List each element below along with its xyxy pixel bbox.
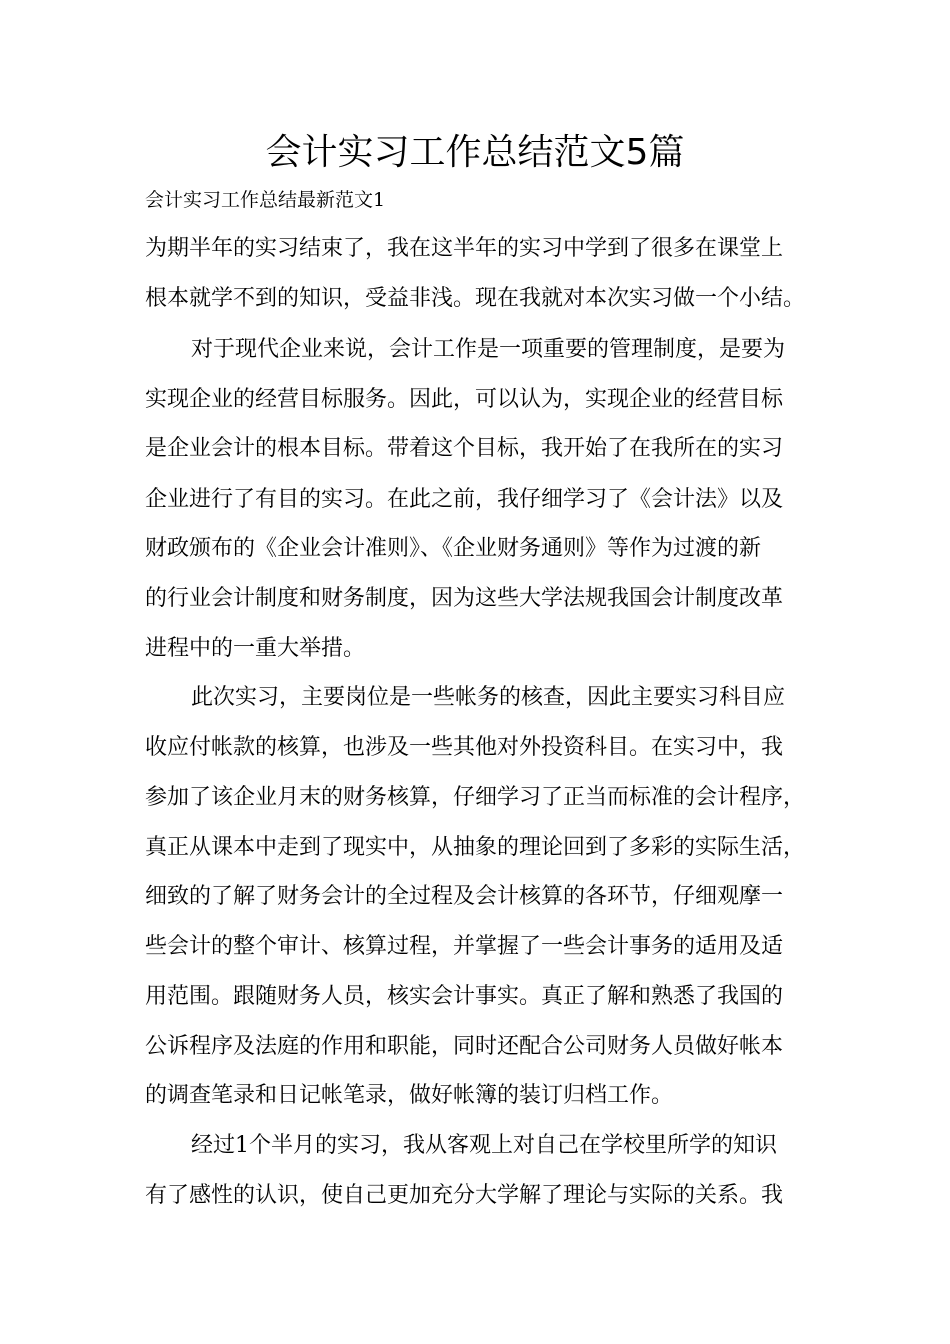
body-line: 的行业会计制度和财务制度，因为这些大学法规我国会计制度改革 xyxy=(145,586,784,611)
body-line: 对于现代企业来说，会计工作是一项重要的管理制度，是要为 xyxy=(191,337,786,362)
body-line: 进程中的一重大举措。 xyxy=(145,636,366,661)
body-line: 为期半年的实习结束了，我在这半年的实习中学到了很多在课堂上 xyxy=(145,236,784,261)
document-title: 会计实习工作总结范文5篇 xyxy=(265,132,685,173)
body-line: 收应付帐款的核算，也涉及一些其他对外投资科目。在实习中，我 xyxy=(145,735,784,760)
body-line: 些会计的整个审计、核算过程，并掌握了一些会计事务的适用及适 xyxy=(145,934,784,959)
body-line: 公诉程序及法庭的作用和职能，同时还配合公司财务人员做好帐本 xyxy=(145,1034,784,1059)
body-line: 参加了该企业月末的财务核算，仔细学习了正当而标准的会计程序， xyxy=(145,785,806,810)
body-line: 有了感性的认识，使自己更加充分大学解了理论与实际的关系。我 xyxy=(145,1183,784,1208)
body-line: 用范围。跟随财务人员，核实会计事实。真正了解和熟悉了我国的 xyxy=(145,984,784,1009)
body-line: 经过1个半月的实习，我从客观上对自己在学校里所学的知识 xyxy=(191,1133,777,1158)
body-line: 企业进行了有目的实习。在此之前，我仔细学习了《会计法》以及 xyxy=(145,487,784,512)
body-line: 此次实习，主要岗位是一些帐务的核查，因此主要实习科目应 xyxy=(191,685,786,710)
body-line: 细致的了解了财务会计的全过程及会计核算的各环节，仔细观摩一 xyxy=(145,884,784,909)
body-line: 是企业会计的根本目标。带着这个目标，我开始了在我所在的实习 xyxy=(145,436,784,461)
body-line: 财政颁布的《企业会计准则》、《企业财务通则》等作为过渡的新 xyxy=(145,536,762,561)
body-line: 实现企业的经营目标服务。因此，可以认为，实现企业的经营目标 xyxy=(145,387,784,412)
document-subtitle: 会计实习工作总结最新范文1 xyxy=(145,189,386,211)
body-line: 真正从课本中走到了现实中，从抽象的理论回到了多彩的实际生活， xyxy=(145,835,806,860)
body-line: 的调查笔录和日记帐笔录，做好帐簿的装订归档工作。 xyxy=(145,1083,674,1108)
body-line: 根本就学不到的知识，受益非浅。现在我就对本次实习做一个小结。 xyxy=(145,286,806,311)
